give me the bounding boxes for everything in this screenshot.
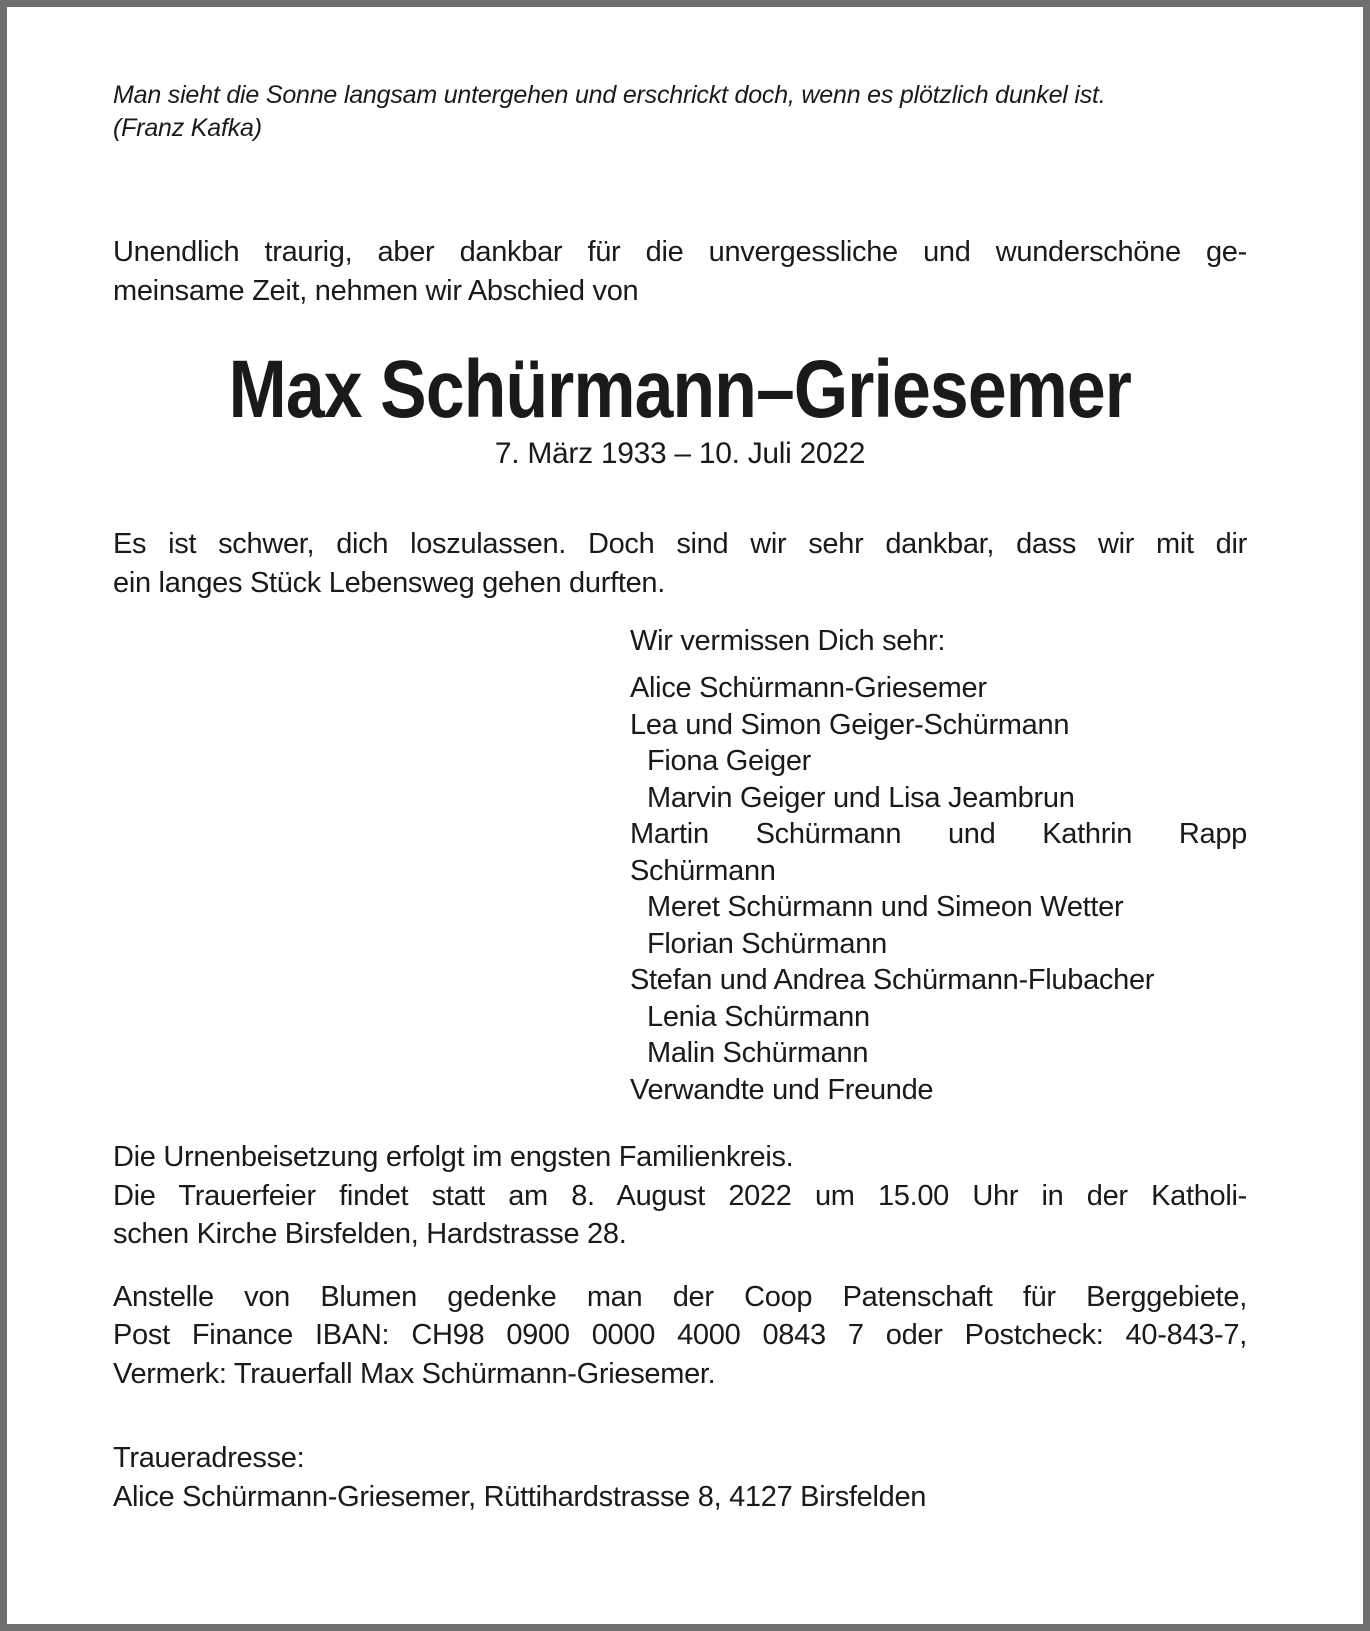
intro-paragraph bbox=[113, 233, 1247, 311]
quote-text: Man sieht die Sonne langsam untergehen und erschrickt doch, wenn es plötzlich dunkel ist. bbox=[113, 81, 1106, 109]
mourner-line: Schürmann bbox=[630, 854, 776, 887]
mourner-line: Malin Schürmann bbox=[647, 1037, 869, 1069]
donation-paragraph bbox=[113, 1278, 1247, 1394]
donation-line: Anstelle von Blumen gedenke man der Coop Patenschaft für Berggebiete, bbox=[113, 1280, 1247, 1313]
mourning-address-label: Traueradresse: bbox=[113, 1442, 305, 1474]
deceased-name-block bbox=[113, 344, 1247, 435]
farewell-line: Es ist schwer, dich loszulassen. Doch sind wir sehr dankbar, dass wir mit dir bbox=[113, 528, 1247, 560]
mourning-address-value: Alice Schürmann-Griesemer, Rüttihardstrasse 8, 4127 Birsfelden bbox=[113, 1480, 927, 1513]
mourners-heading: Wir vermissen Dich sehr: bbox=[630, 625, 946, 657]
mourner-line: Verwandte und Freunde bbox=[630, 1073, 934, 1106]
farewell-paragraph bbox=[113, 525, 1247, 603]
service-line: schen Kirche Birsfelden, Hardstrasse 28. bbox=[113, 1218, 627, 1250]
life-dates: 7. März 1933 – 10. Juli 2022 bbox=[494, 437, 866, 470]
quote-attribution: (Franz Kafka) bbox=[113, 114, 262, 142]
donation-line: Post Finance IBAN: CH98 0900 0000 4000 0843 7 oder Postcheck: 40-843-7, bbox=[113, 1319, 1247, 1351]
mourner-line: Marvin Geiger und Lisa Jeambrun bbox=[647, 781, 1075, 814]
mourner-line: Martin Schürmann und Kathrin Rapp bbox=[630, 818, 1247, 850]
farewell-line: ein langes Stück Lebensweg gehen durften. bbox=[113, 567, 665, 599]
intro-line: meinsame Zeit, nehmen wir Abschied von bbox=[113, 275, 639, 307]
mourner-line: Fiona Geiger bbox=[647, 745, 812, 777]
donation-line: Vermerk: Trauerfall Max Schürmann-Griesemer. bbox=[113, 1357, 716, 1390]
service-line: Die Trauerfeier findet statt am 8. August 2022 um 15.00 Uhr in der Katholi- bbox=[113, 1179, 1247, 1212]
deceased-name: Max Schürmann–Griesemer bbox=[228, 344, 1132, 435]
kafka-quote bbox=[113, 79, 1247, 145]
service-paragraph bbox=[113, 1138, 1247, 1254]
mourner-line: Florian Schürmann bbox=[647, 927, 887, 960]
mourner-line: Stefan und Andrea Schürmann-Flubacher bbox=[630, 964, 1155, 996]
mourning-address-block bbox=[113, 1439, 1247, 1516]
intro-line: Unendlich traurig, aber dankbar für die unvergessliche und wunderschöne ge- bbox=[113, 236, 1247, 268]
mourner-line: Alice Schürmann-Griesemer bbox=[630, 672, 987, 704]
service-line: Die Urnenbeisetzung erfolgt im engsten Familienkreis. bbox=[113, 1141, 794, 1173]
mourners-list bbox=[630, 670, 1247, 1108]
mourner-line: Meret Schürmann und Simeon Wetter bbox=[647, 891, 1124, 923]
mourner-line: Lenia Schürmann bbox=[647, 1000, 870, 1033]
mourner-line: Lea und Simon Geiger-Schürmann bbox=[630, 708, 1070, 741]
